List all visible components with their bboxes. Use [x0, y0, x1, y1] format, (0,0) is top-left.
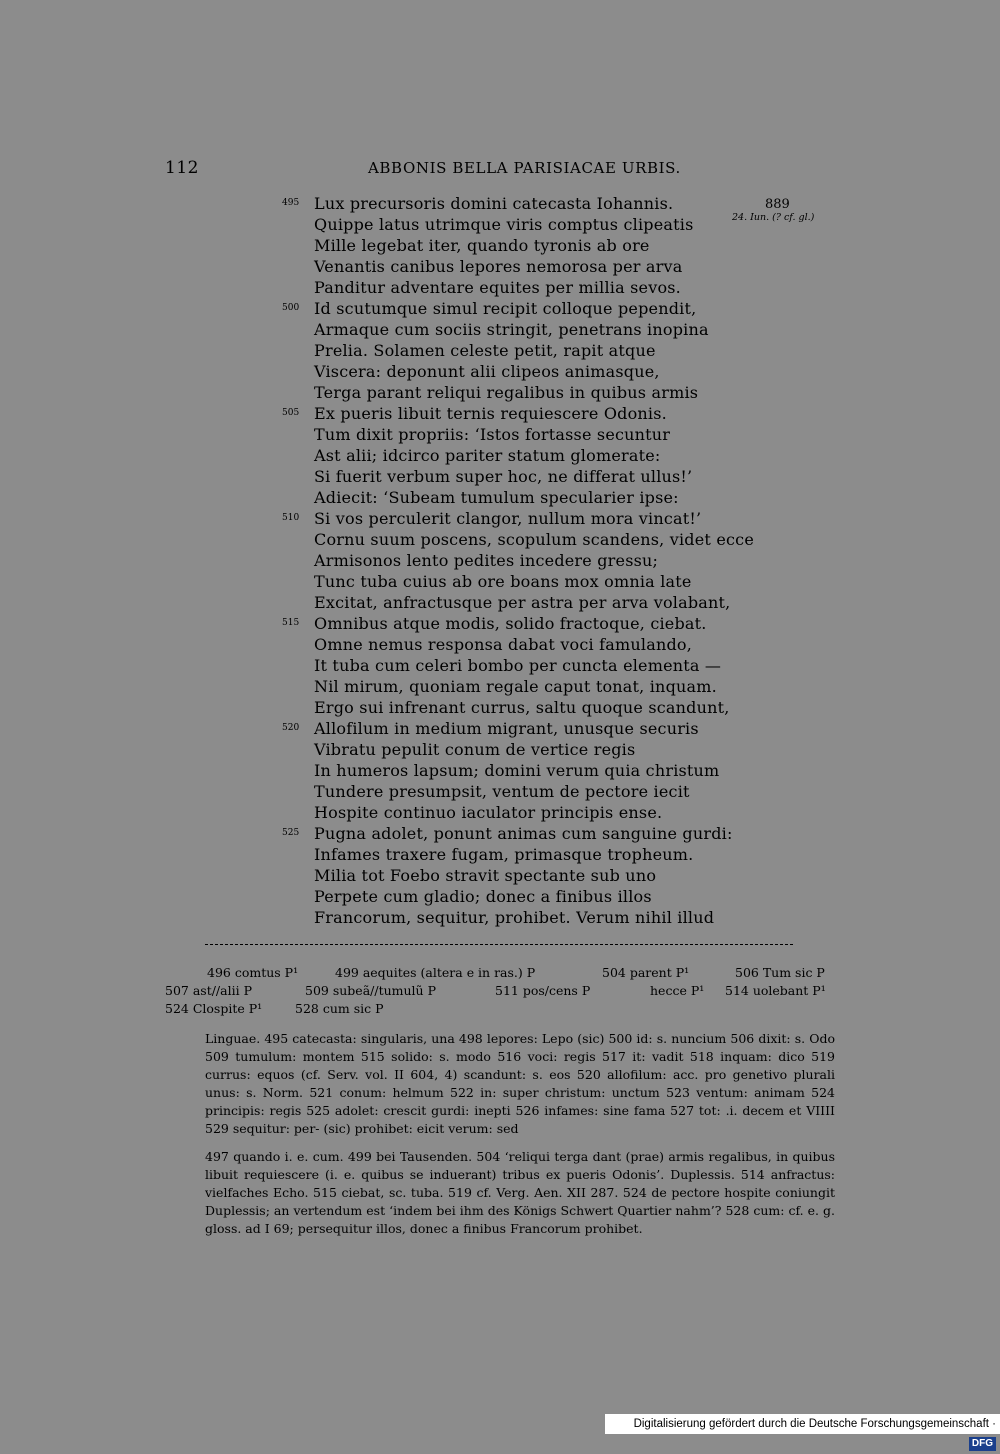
line-number: 515 [282, 618, 300, 628]
verse-line: Viscera: deponunt alii clipeos animasque, [314, 362, 660, 381]
verse-line: Armisonos lento pedites incedere gressu; [314, 551, 659, 570]
verse-line: Hospite continuo iaculator principis ense. [314, 803, 663, 822]
dfg-logo: DFG [969, 1437, 996, 1451]
running-title: ABBONIS BELLA PARISIACAE URBIS. [368, 159, 681, 177]
verse-line: Tundere presumpsit, ventum de pectore iecit [314, 782, 690, 801]
verse-line: Ergo sui infrenant currus, saltu quoque scandunt, [314, 698, 730, 717]
notes-text: 497 quando i. e. cum. 499 bei Tausenden. 504 ‘reliqui terga dant (prae) armis regalibus, in quibus libuit requiescere (i. e. quibus se induerant) tribus ex pueris Odonis’. Duplessis. 514 anfractus: vielfaches Echo. 515 ciebat, sc. tuba. 519 cf. Verg. Aen. XII 287. 524 de pectore hospite coniungit Duplessis; an vertendum est ‘indem bei ihm des Königs Schwert Quartier nahm’? 528 cum: cf. e. g. gloss. ad I 69; persequitur illos, donec a finibus Francorum prohibet. [205, 1149, 835, 1236]
verse-line: Infames traxere fugam, primasque tropheum. [314, 845, 694, 864]
apparatus-entry: 528 cum sic P [295, 1001, 384, 1016]
line-number: 510 [282, 513, 300, 523]
verse-line: Prelia. Solamen celeste petit, rapit atque [314, 341, 656, 360]
verse-line: Si fuerit verbum super hoc, ne differat ullus!’ [314, 467, 693, 486]
verse-line: It tuba cum celeri bombo per cuncta elementa — [314, 656, 722, 675]
verse-line: Lux precursoris domini catecasta Iohannis. [314, 194, 674, 213]
verse-line: Pugna adolet, ponunt animas cum sanguine gurdi: [314, 824, 733, 843]
linguae-text: Linguae. 495 catecasta: singularis, una 498 lepores: Lepo (sic) 500 id: s. nuncium 506 dixit: s. Odo 509 tumulum: montem 515 solido: s. modo 516 voci: regis 517 it: vadit 518 inquam: dico 519 currus: equos (cf. Serv. vol. II 604, 4) scandunt: s. eos 520 allofilum: acc. pro genetivo plurali unus: s. Norm. 521 conum: helmum 522 in: super christum: unctum 523 ventum: animam 524 principis: regis 525 adolet: crescit gurdi: inepti 526 infames: sine fama 527 tot: .i. decem et VIIII 529 sequitur: per- (sic) prohibet: eicit verum: sed [205, 1031, 835, 1136]
apparatus-line [165, 964, 835, 982]
verse-line: Id scutumque simul recipit colloque pependit, [314, 299, 697, 318]
verse-line: Terga parant reliqui regalibus in quibus armis [314, 383, 699, 402]
apparatus-entry: 496 comtus P¹ [207, 965, 299, 980]
apparatus-line [165, 982, 835, 1000]
margin-date: 24. Iun. (? cf. gl.) [732, 212, 815, 223]
verse-line: Mille legebat iter, quando tyronis ab ore [314, 236, 650, 255]
margin-year: 889 [765, 197, 790, 212]
line-number: 525 [282, 828, 300, 838]
verse-line: Cornu suum poscens, scopulum scandens, videt ecce [314, 530, 754, 549]
apparatus-entry: 511 pos/cens P [495, 983, 591, 998]
line-number: 500 [282, 303, 300, 313]
apparatus-entry: 509 subeã//tumulũ P [305, 983, 436, 998]
verse-line: Venantis canibus lepores nemorosa per arva [314, 257, 683, 276]
line-number: 505 [282, 408, 300, 418]
verse-line: Tunc tuba cuius ab ore boans mox omnia late [314, 572, 692, 591]
dfg-footer [605, 1414, 1000, 1449]
verse-line: Tum dixit propriis: ‘Istos fortasse secuntur [314, 425, 671, 444]
line-number: 520 [282, 723, 300, 733]
line-number: 495 [282, 198, 300, 208]
verse-line: In humeros lapsum; domini verum quia christum [314, 761, 720, 780]
verse-line: Perpete cum gladio; donec a finibus illos [314, 887, 652, 906]
verse-line: Excitat, anfractusque per astra per arva volabant, [314, 593, 731, 612]
page-header [0, 158, 1000, 180]
apparatus-entry: 504 parent P¹ [602, 965, 690, 980]
apparatus-entry: hecce P¹ [650, 983, 705, 998]
verse-line: Quippe latus utrimque viris comptus clipeatis [314, 215, 694, 234]
footer-text: Digitalisierung gefördert durch die Deutsche Forschungsgemeinschaft · [633, 1418, 996, 1430]
verse-line: Omnibus atque modis, solido fractoque, ciebat. [314, 614, 707, 633]
apparatus-entry: 506 Tum sic P [735, 965, 825, 980]
apparatus-entry: 514 uolebant P¹ [725, 983, 826, 998]
verse-line: Adiecit: ‘Subeam tumulum specularier ipse: [314, 488, 679, 507]
apparatus-entry: 507 ast//alii P [165, 983, 252, 998]
footnote-rule [205, 944, 793, 945]
verse-line: Armaque cum sociis stringit, penetrans inopina [314, 320, 709, 339]
commentary-notes [163, 1148, 835, 1238]
verse-line: Omne nemus responsa dabat voci famulando, [314, 635, 693, 654]
page-number: 112 [165, 158, 199, 178]
verse-line: Nil mirum, quoniam regale caput tonat, inquam. [314, 677, 717, 696]
verse-line: Ast alii; idcirco pariter statum glomerate: [314, 446, 661, 465]
verse-line: Vibratu pepulit conum de vertice regis [314, 740, 636, 759]
critical-apparatus [165, 964, 835, 1018]
verse-line: Allofilum in medium migrant, unusque securis [314, 719, 699, 738]
verse-line: Ex pueris libuit ternis requiescere Odonis. [314, 404, 667, 423]
linguae-glosses [163, 1030, 835, 1138]
verse-line: Francorum, sequitur, prohibet. Verum nihil illud [314, 908, 715, 927]
apparatus-entry: 524 Clospite P¹ [165, 1001, 263, 1016]
apparatus-entry: 499 aequites (altera e in ras.) P [335, 965, 536, 980]
verse-line: Si vos perculerit clangor, nullum mora vincat!’ [314, 509, 702, 528]
verse-line: Milia tot Foebo stravit spectante sub uno [314, 866, 657, 885]
apparatus-line [165, 1000, 835, 1018]
verse-line: Panditur adventare equites per millia sevos. [314, 278, 681, 297]
